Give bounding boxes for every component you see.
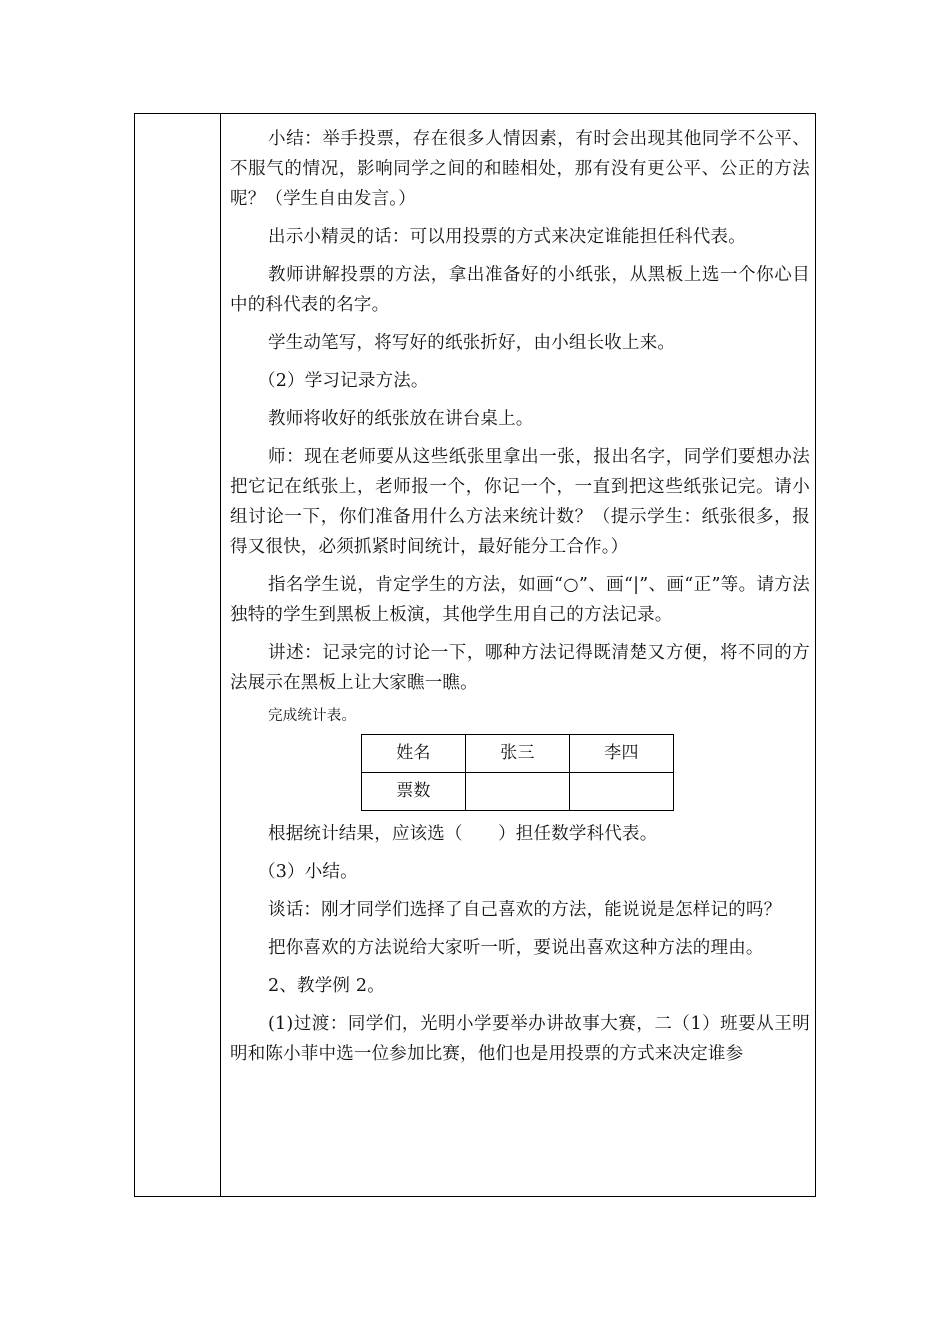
paragraph: 讲述：记录完的讨论一下，哪种方法记得既清楚又方便，将不同的方法展示在黑板上让大家瞧一瞧。	[230, 643, 810, 693]
paragraph: 指名学生说，肯定学生的方法，如画“○”、画“|”、画“正”等。请方法独特的学生到黑板上板演，其他学生用自己的方法记录。	[230, 575, 810, 625]
paragraph: 学生动笔写，将写好的纸张折好，由小组长收上来。	[268, 333, 676, 353]
paragraph: 把你喜欢的方法说给大家听一听，要说出喜欢这种方法的理由。	[268, 938, 764, 958]
table-caption: 完成统计表。	[268, 708, 357, 724]
paragraph: 2、教学例 2。	[268, 976, 385, 996]
paragraph: （2）学习记录方法。	[258, 371, 429, 391]
paragraph: 师：现在老师要从这些纸张里拿出一张，报出名字，同学们要想办法把它记在纸张上，老师报一个，你记一个，一直到把这些纸张记完。请小组讨论一下，你们准备用什么方法来统计数？（提示学生：纸张很多，报得又很快，必须抓紧时间统计，最好能分工合作。）	[230, 447, 810, 557]
paragraph: 出示小精灵的话：可以用投票的方式来决定谁能担任科代表。	[268, 227, 746, 247]
table-row	[362, 735, 674, 773]
statistics-table	[361, 734, 674, 811]
table-cell: 李四	[570, 735, 674, 773]
table-cell	[570, 773, 674, 811]
paragraph: 根据统计结果，应该选（ ）担任数学科代表。	[268, 824, 658, 844]
paragraph: 小结：举手投票，存在很多人情因素，有时会出现其他同学不公平、不服气的情况，影响同学之间的和睦相处，那有没有更公平、公正的方法呢？（学生自由发言。）	[230, 129, 810, 209]
column-divider	[220, 114, 221, 1196]
paragraph: 教师将收好的纸张放在讲台桌上。	[268, 409, 534, 429]
lesson-content	[230, 124, 810, 1069]
table-cell	[466, 773, 570, 811]
paragraph: 教师讲解投票的方法，拿出准备好的小纸张，从黑板上选一个你心目中的科代表的名字。	[230, 265, 810, 315]
lesson-plan-table	[134, 113, 816, 1197]
paragraph: 谈话：刚才同学们选择了自己喜欢的方法，能说说是怎样记的吗？	[268, 900, 782, 920]
table-row	[362, 773, 674, 811]
table-cell: 姓名	[362, 735, 466, 773]
table-cell: 票数	[362, 773, 466, 811]
paragraph: (1)过渡：同学们，光明小学要举办讲故事大赛，二（1）班要从王明明和陈小菲中选一位参加比赛，他们也是用投票的方式来决定谁参	[230, 1014, 810, 1064]
table-cell: 张三	[466, 735, 570, 773]
paragraph: （3）小结。	[258, 862, 358, 882]
